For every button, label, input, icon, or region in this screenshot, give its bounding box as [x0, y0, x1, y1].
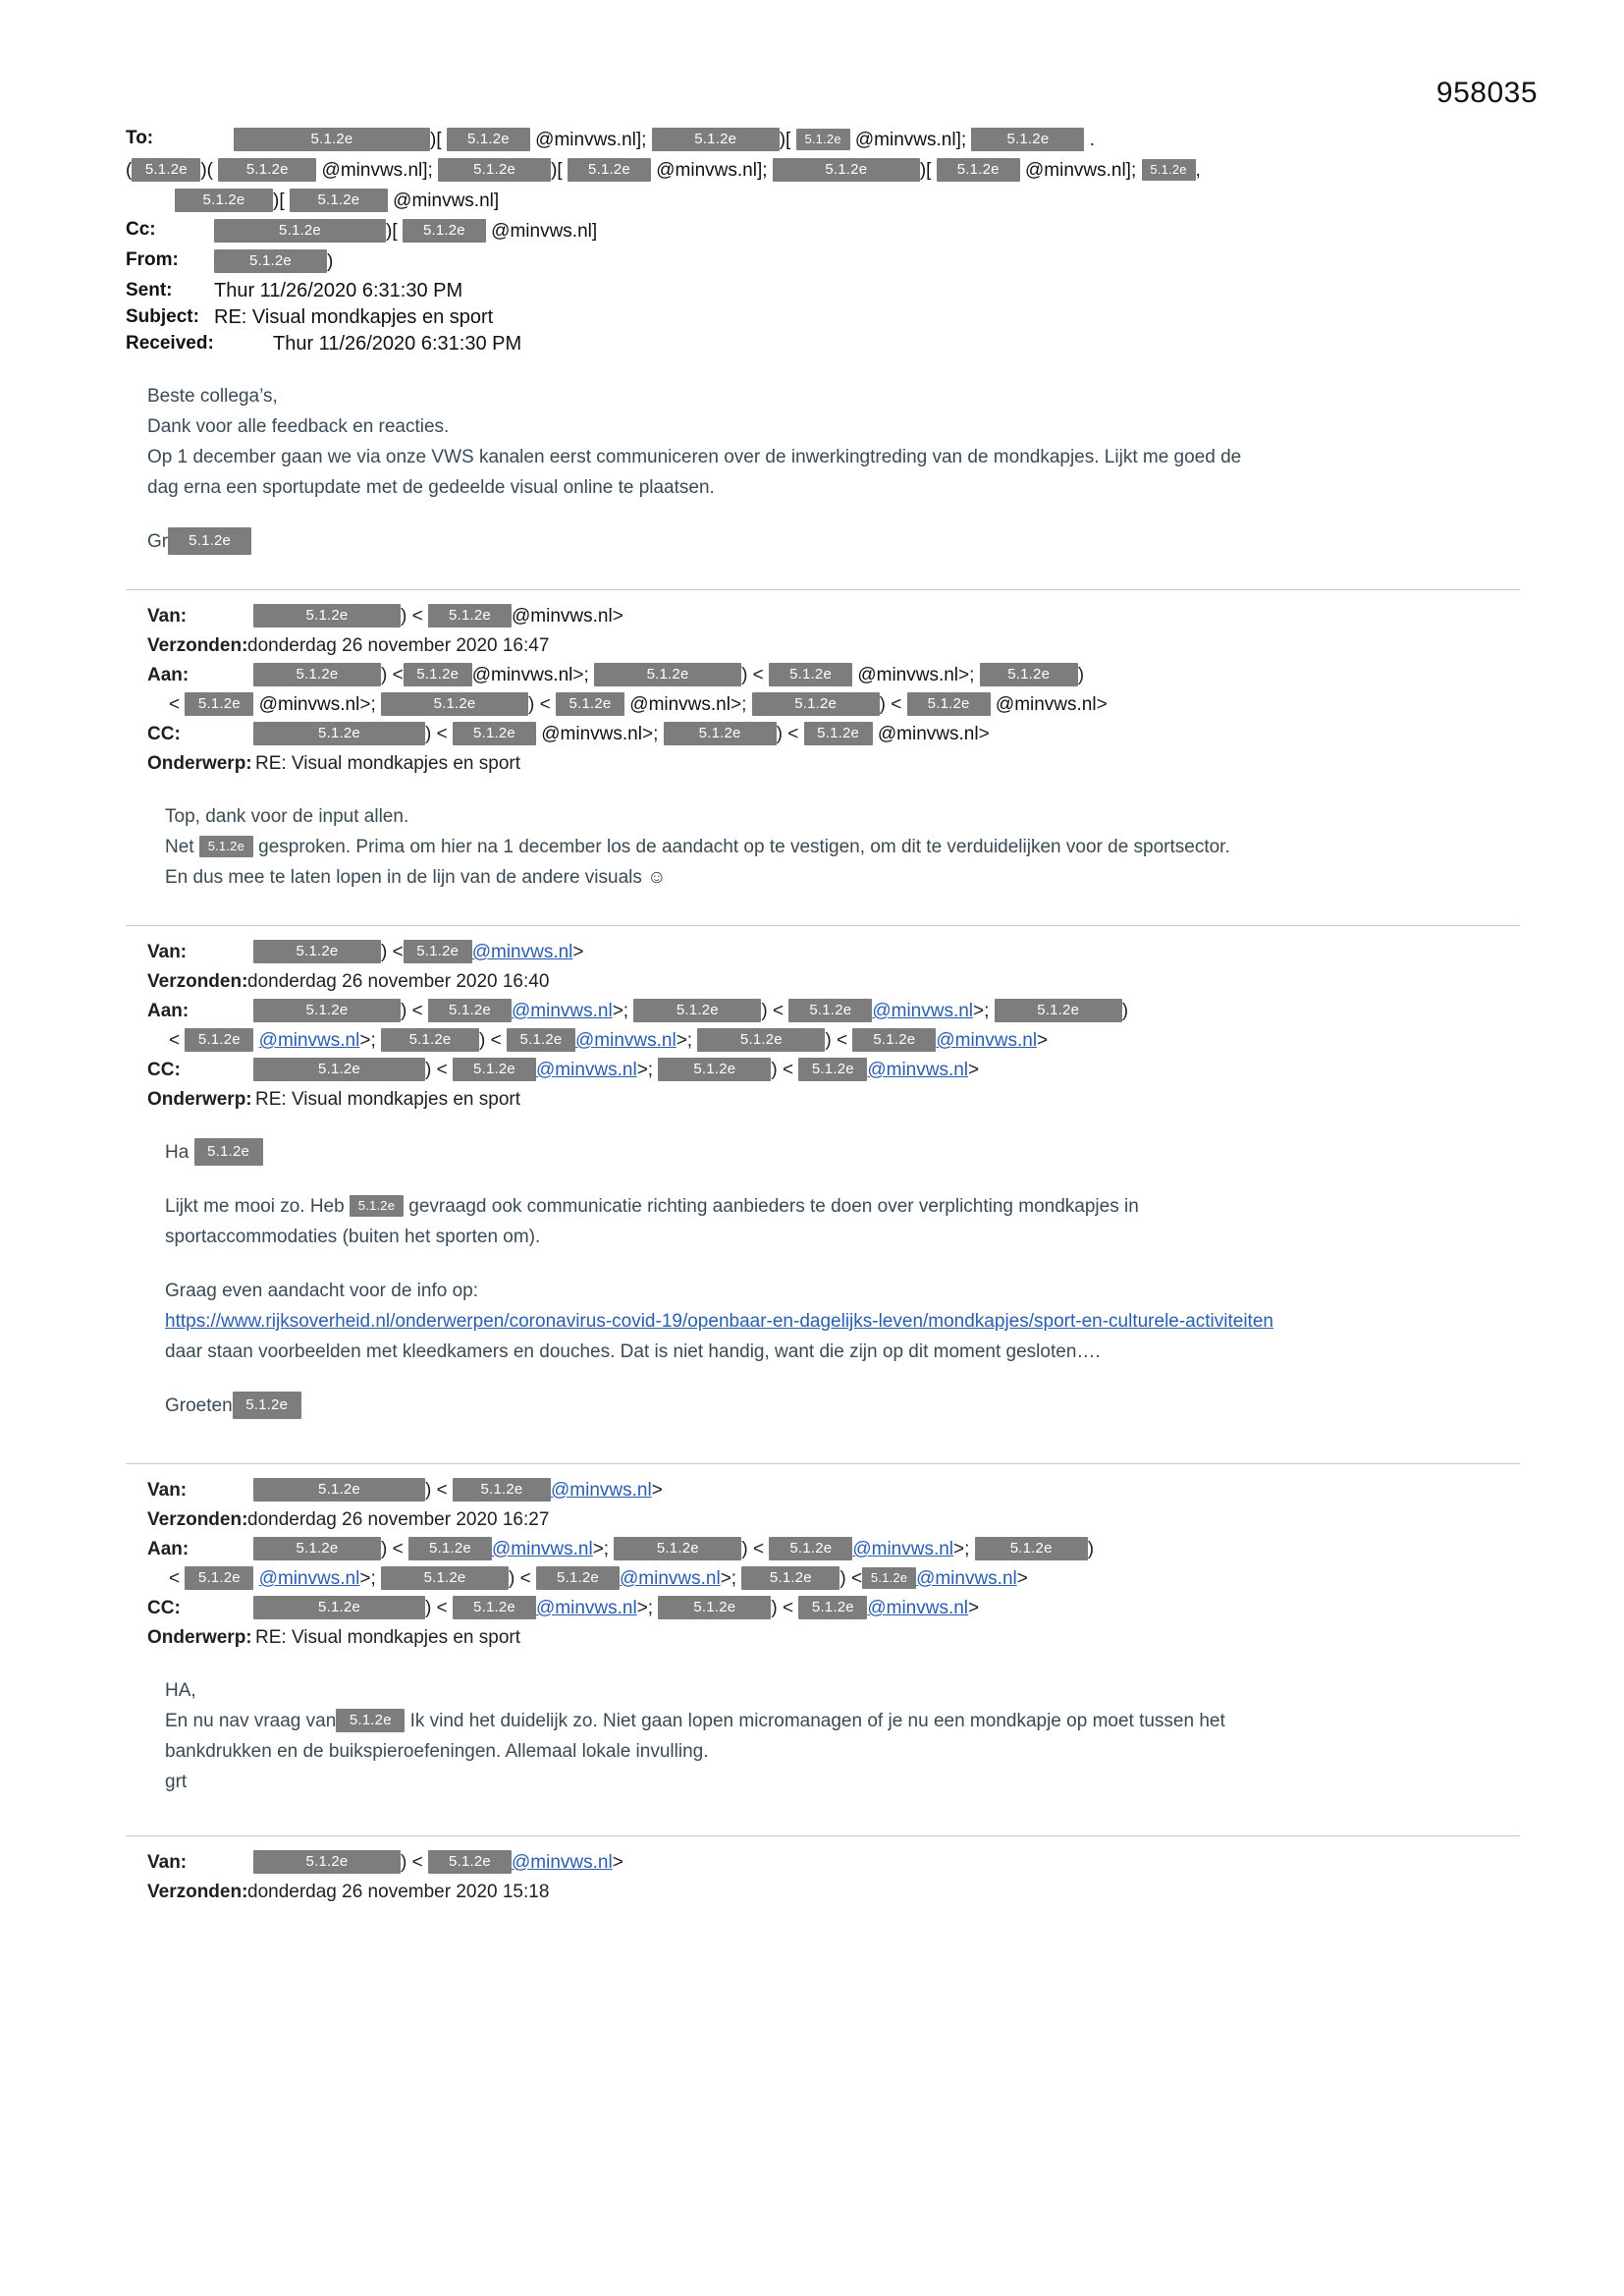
- body-signoff: [147, 527, 1520, 556]
- header-value-to-cont2: 5.1.2e )[ 5.1.2e @minvws.nl]: [175, 187, 1520, 216]
- redaction: 5.1.2e: [773, 158, 920, 182]
- header-row-to: [126, 126, 1520, 155]
- header-row-sent: [126, 278, 1520, 303]
- redaction: 5.1.2e: [769, 663, 852, 686]
- redaction: 5.1.2e: [214, 249, 327, 273]
- email-link[interactable]: @minvws.nl: [852, 1539, 954, 1559]
- redaction: 5.1.2e: [253, 722, 425, 745]
- header-label-from: From:: [126, 249, 179, 270]
- email-link[interactable]: @minvws.nl: [916, 1568, 1017, 1589]
- redaction: 5.1.2e: [658, 1596, 771, 1619]
- quote1-domain: @minvws.nl: [511, 606, 613, 627]
- header-domain: @minvws.nl]: [656, 160, 763, 181]
- email-header: [126, 126, 1520, 356]
- header-domain: @minvws.nl]: [535, 130, 642, 150]
- redaction: 5.1.2e: [633, 999, 761, 1022]
- quote2-value-onderwerp: RE: Visual mondkapjes en sport: [255, 1089, 521, 1110]
- redaction: 5.1.2e: [132, 158, 200, 182]
- quote3-row-van: [147, 1476, 1520, 1505]
- quote3-body-line-4: grt: [165, 1772, 188, 1792]
- email-content: [126, 126, 1520, 1907]
- header-label-to: To:: [126, 128, 154, 148]
- redaction: 5.1.2e: [614, 1537, 741, 1560]
- redaction: 5.1.2e: [253, 999, 401, 1022]
- quote2-paragraph-2: Graag even aandacht voor de info op:: [165, 1281, 479, 1301]
- quoted-header-3: [147, 1476, 1520, 1653]
- redaction: 5.1.2e: [185, 1566, 253, 1590]
- redaction: 5.1.2e: [769, 1537, 852, 1560]
- quote3-body: [165, 1676, 1520, 1796]
- redaction: 5.1.2e: [234, 128, 430, 151]
- redaction: 5.1.2e: [381, 1028, 479, 1052]
- redaction: 5.1.2e: [980, 663, 1078, 686]
- quote1-domain: @minvws.nl: [877, 724, 979, 744]
- redaction: 5.1.2e: [556, 692, 624, 716]
- header-label-subject: Subject:: [126, 306, 199, 327]
- header-row-cc: [126, 217, 1520, 246]
- header-value-from: 5.1.2e ): [214, 247, 1520, 277]
- redaction: 5.1.2e: [658, 1058, 771, 1081]
- quote2-greeting: [165, 1138, 1520, 1167]
- redaction: 5.1.2e: [971, 128, 1084, 151]
- quote1-domain: @minvws.nl: [471, 665, 573, 685]
- quote3-value-aan: 5.1.2e ) < 5.1.2e @minvws.nl>; 5.1.2e ) < 5.1.2e @minvws.nl>; 5.1.2e ): [253, 1535, 1520, 1564]
- header-value-sent: Thur 11/26/2020 6:31:30 PM: [214, 280, 463, 301]
- redaction: 5.1.2e: [253, 1537, 381, 1560]
- redaction: 5.1.2e: [453, 722, 536, 745]
- quote3-label-van: Van:: [147, 1480, 188, 1501]
- quote4-label-verzonden: Verzonden:: [147, 1882, 248, 1902]
- quote1-value-onderwerp: RE: Visual mondkapjes en sport: [255, 753, 521, 774]
- redaction: 5.1.2e: [907, 692, 991, 716]
- quote3-value-verzonden: donderdag 26 november 2020 16:27: [247, 1509, 550, 1530]
- quoted-message-1: [126, 589, 1520, 892]
- redaction: 5.1.2e: [453, 1478, 551, 1502]
- email-link[interactable]: @minvws.nl: [575, 1030, 677, 1051]
- quote1-row-van: [147, 602, 1520, 631]
- quote2-paragraph-1: Lijkt me mooi zo. Heb 5.1.2e gevraagd ook communicatie richting aanbieders te doen over verplichting mondkapjes in: [165, 1196, 1139, 1217]
- quote3-body-line-2: En nu nav vraag van 5.1.2e Ik vind het duidelijk zo. Niet gaan lopen micromanagen of je nu een mondkapje op moet tussen het: [165, 1707, 1520, 1735]
- quote3-row-verzonden: [147, 1505, 1520, 1535]
- quote1-label-van: Van:: [147, 606, 188, 627]
- quote3-value-van: 5.1.2e ) < 5.1.2e @minvws.nl>: [253, 1476, 1520, 1505]
- quote1-body-line-3: En dus mee te laten lopen in de lijn van de andere visuals ☺: [165, 867, 667, 888]
- redaction: 5.1.2e: [741, 1566, 839, 1590]
- email-link[interactable]: @minvws.nl: [535, 1060, 637, 1080]
- quote3-label-onderwerp: Onderwerp:: [147, 1627, 252, 1648]
- quote1-domain: @minvws.nl: [857, 665, 959, 685]
- redaction: 5.1.2e: [804, 722, 873, 745]
- quote2-row-van: [147, 938, 1520, 967]
- email-link[interactable]: @minvws.nl: [511, 1852, 613, 1873]
- redaction: 5.1.2e: [233, 1392, 301, 1419]
- email-link[interactable]: @minvws.nl: [936, 1030, 1038, 1051]
- email-link[interactable]: @minvws.nl: [872, 1001, 974, 1021]
- quote1-value-aan: 5.1.2e ) < 5.1.2e @minvws.nl>; 5.1.2e ) < 5.1.2e @minvws.nl>; 5.1.2e ): [253, 661, 1520, 690]
- quote2-value-aan-cont: < 5.1.2e @minvws.nl>; 5.1.2e ) < 5.1.2e @minvws.nl>; 5.1.2e ) < 5.1.2e @minvws.nl>: [169, 1026, 1520, 1056]
- quote2-label-aan: Aan:: [147, 1001, 189, 1021]
- redaction: 5.1.2e: [336, 1709, 405, 1732]
- quote3-row-cc: [147, 1594, 1520, 1623]
- quote4-value-verzonden: donderdag 26 november 2020 15:18: [247, 1882, 550, 1902]
- redaction: 5.1.2e: [404, 663, 472, 686]
- redaction: 5.1.2e: [381, 692, 528, 716]
- quote4-value-van: 5.1.2e ) < 5.1.2e @minvws.nl>: [253, 1848, 1520, 1878]
- quote1-value-aan-cont: < 5.1.2e @minvws.nl>; 5.1.2e ) < 5.1.2e @minvws.nl>; 5.1.2e ) < 5.1.2e @minvws.nl>: [169, 690, 1520, 720]
- quote2-row-aan: [147, 997, 1520, 1026]
- message-body: [147, 382, 1520, 556]
- redaction: 5.1.2e: [798, 1596, 867, 1619]
- redaction: 5.1.2e: [796, 129, 850, 150]
- redaction: 5.1.2e: [507, 1028, 575, 1052]
- header-label-received: Received:: [126, 333, 214, 354]
- quote1-body-line-2: Net 5.1.2e gesproken. Prima om hier na 1 december los de aandacht op te vestigen, om dit te verduidelijken voor de sportsector.: [165, 837, 1230, 857]
- redaction: 5.1.2e: [568, 158, 651, 182]
- quoted-message-2: [126, 925, 1520, 1420]
- quote2-value-aan: 5.1.2e ) < 5.1.2e @minvws.nl>; 5.1.2e ) < 5.1.2e @minvws.nl>; 5.1.2e ): [253, 997, 1520, 1026]
- redaction: 5.1.2e: [253, 1596, 425, 1619]
- quote2-row-verzonden: [147, 967, 1520, 997]
- email-link[interactable]: @minvws.nl: [867, 1060, 969, 1080]
- quote1-label-verzonden: Verzonden:: [147, 635, 248, 656]
- header-label-cc: Cc:: [126, 219, 156, 240]
- redaction: 5.1.2e: [428, 999, 512, 1022]
- quote2-signoff-text: Groeten: [165, 1395, 233, 1416]
- email-link[interactable]: @minvws.nl: [258, 1030, 360, 1051]
- header-domain: @minvws.nl]: [321, 160, 428, 181]
- quote1-row-cc: [147, 720, 1520, 749]
- redaction: 5.1.2e: [185, 1028, 253, 1052]
- quote1-domain: @minvws.nl: [541, 724, 642, 744]
- redaction: 5.1.2e: [664, 722, 777, 745]
- quote2-row-aan-cont: [147, 1026, 1520, 1056]
- redaction: 5.1.2e: [168, 527, 251, 555]
- redaction: 5.1.2e: [185, 692, 253, 716]
- redaction: 5.1.2e: [752, 692, 880, 716]
- redaction: 5.1.2e: [438, 158, 551, 182]
- quote3-value-aan-cont: < 5.1.2e @minvws.nl>; 5.1.2e ) < 5.1.2e @minvws.nl>; 5.1.2e ) < 5.1.2e @minvws.nl>: [169, 1564, 1520, 1594]
- quote2-greeting-text: Ha: [165, 1142, 189, 1163]
- quote2-value-van: 5.1.2e ) < 5.1.2e @minvws.nl>: [253, 938, 1520, 967]
- redaction: 5.1.2e: [652, 128, 780, 151]
- email-link[interactable]: @minvws.nl: [258, 1568, 360, 1589]
- email-link[interactable]: @minvws.nl: [620, 1568, 721, 1589]
- quote3-value-cc: 5.1.2e ) < 5.1.2e @minvws.nl>; 5.1.2e ) < 5.1.2e @minvws.nl>: [253, 1594, 1520, 1623]
- quote1-label-aan: Aan:: [147, 665, 189, 685]
- redaction: 5.1.2e: [798, 1058, 867, 1081]
- quote1-label-cc: CC:: [147, 724, 181, 744]
- quote2-signoff: [165, 1392, 1520, 1420]
- quote4-row-van: [147, 1848, 1520, 1878]
- header-domain: @minvws.nl]: [1024, 160, 1131, 181]
- quoted-message-3: [126, 1463, 1520, 1796]
- redaction: 5.1.2e: [381, 1566, 509, 1590]
- quote2-label-onderwerp: Onderwerp:: [147, 1089, 252, 1110]
- quote4-label-van: Van:: [147, 1852, 188, 1873]
- quote4-row-verzonden: [147, 1878, 1520, 1907]
- redaction: 5.1.2e: [199, 836, 253, 857]
- quote1-row-onderwerp: [147, 749, 1520, 779]
- quote3-label-verzonden: Verzonden:: [147, 1509, 248, 1530]
- body-greeting: Beste collega’s,: [147, 386, 278, 407]
- header-value-received: Thur 11/26/2020 6:31:30 PM: [273, 333, 522, 355]
- body-signoff-text: Gr: [147, 531, 169, 552]
- email-link[interactable]: @minvws.nl: [471, 942, 573, 962]
- rijksoverheid-link[interactable]: https://www.rijksoverheid.nl/onderwerpen/coronavirus-covid-19/openbaar-en-dagelijks-leven/mondkapjes/sport-en-culturele-activiteiten: [165, 1311, 1273, 1332]
- quote2-label-van: Van:: [147, 942, 188, 962]
- email-link[interactable]: @minvws.nl: [491, 1539, 593, 1559]
- quote2-paragraph-1b: sportaccommodaties (buiten het sporten om).: [165, 1227, 541, 1247]
- quote1-value-van: 5.1.2e ) < 5.1.2e @minvws.nl>: [253, 602, 1520, 631]
- redaction: 5.1.2e: [218, 158, 316, 182]
- header-row-received: [126, 331, 1520, 356]
- header-row-to-cont2: [126, 187, 1520, 216]
- redaction: 5.1.2e: [253, 663, 381, 686]
- quote1-label-onderwerp: Onderwerp:: [147, 753, 252, 774]
- redaction: 5.1.2e: [214, 219, 386, 243]
- redaction: 5.1.2e: [697, 1028, 825, 1052]
- quote1-domain: @minvws.nl: [629, 694, 731, 715]
- redaction: 5.1.2e: [428, 604, 512, 628]
- email-link[interactable]: @minvws.nl: [867, 1598, 969, 1618]
- header-value-cc: 5.1.2e )[ 5.1.2e @minvws.nl]: [214, 217, 1520, 246]
- quoted-message-4: [126, 1835, 1520, 1907]
- header-domain: @minvws.nl]: [491, 221, 598, 242]
- quote2-value-cc: 5.1.2e ) < 5.1.2e @minvws.nl>; 5.1.2e ) < 5.1.2e @minvws.nl>: [253, 1056, 1520, 1085]
- redaction: 5.1.2e: [862, 1567, 916, 1589]
- redaction: 5.1.2e: [428, 1850, 512, 1874]
- header-label-sent: Sent:: [126, 280, 173, 301]
- quote2-body: [165, 1138, 1520, 1420]
- quote2-paragraph-3: daar staan voorbeelden met kleedkamers en douches. Dat is niet handig, want die zijn op dit moment gesloten….: [165, 1341, 1101, 1362]
- document-number: 958035: [1435, 77, 1538, 109]
- redaction: 5.1.2e: [404, 940, 472, 963]
- quote1-row-aan-cont: [147, 690, 1520, 720]
- quote1-body-line-1: Top, dank voor de input allen.: [165, 806, 409, 827]
- redaction: 5.1.2e: [403, 219, 486, 243]
- header-row-subject: [126, 304, 1520, 330]
- email-link[interactable]: @minvws.nl: [550, 1480, 652, 1501]
- header-domain: @minvws.nl]: [854, 130, 961, 150]
- quote1-body: [165, 802, 1520, 892]
- quote3-body-line-3: bankdrukken en de buikspieroefeningen. Allemaal lokale invulling.: [165, 1741, 709, 1762]
- redaction: 5.1.2e: [253, 1850, 401, 1874]
- quote2-link-wrap: [165, 1307, 1520, 1336]
- header-row-from: [126, 247, 1520, 277]
- quoted-header-2: [147, 938, 1520, 1115]
- quote1-row-aan: [147, 661, 1520, 690]
- quote2-row-cc: [147, 1056, 1520, 1085]
- redaction: 5.1.2e: [253, 604, 401, 628]
- quoted-header-1: [147, 602, 1520, 779]
- quote1-value-cc: 5.1.2e ) < 5.1.2e @minvws.nl>; 5.1.2e ) < 5.1.2e @minvws.nl>: [253, 720, 1520, 749]
- body-line-1: Dank voor alle feedback en reacties.: [147, 416, 450, 437]
- header-value-to: 5.1.2e )[ 5.1.2e @minvws.nl]; 5.1.2e )[ 5.1.2e @minvws.nl]; 5.1.2e .: [234, 126, 1520, 155]
- quote1-domain: @minvws.nl: [258, 694, 360, 715]
- redaction: 5.1.2e: [788, 999, 872, 1022]
- redaction: 5.1.2e: [1142, 159, 1196, 181]
- quote3-value-onderwerp: RE: Visual mondkapjes en sport: [255, 1627, 521, 1648]
- quote2-label-verzonden: Verzonden:: [147, 971, 248, 992]
- quote1-row-verzonden: [147, 631, 1520, 661]
- redaction: 5.1.2e: [408, 1537, 492, 1560]
- redaction: 5.1.2e: [253, 1058, 425, 1081]
- quote3-row-aan-cont: [147, 1564, 1520, 1594]
- quote3-body-line-1: HA,: [165, 1680, 196, 1701]
- redaction: 5.1.2e: [453, 1596, 536, 1619]
- redaction: 5.1.2e: [253, 940, 381, 963]
- redaction: 5.1.2e: [536, 1566, 620, 1590]
- redaction: 5.1.2e: [852, 1028, 936, 1052]
- redaction: 5.1.2e: [194, 1138, 263, 1166]
- quote3-row-aan: [147, 1535, 1520, 1564]
- redaction: 5.1.2e: [290, 189, 388, 212]
- email-link[interactable]: @minvws.nl: [535, 1598, 637, 1618]
- body-line-2: Op 1 december gaan we via onze VWS kanalen eerst communiceren over de inwerkingtreding van de mondkapjes. Lijkt me goed de: [147, 447, 1242, 467]
- quote3-row-onderwerp: [147, 1623, 1520, 1653]
- redaction: 5.1.2e: [447, 128, 530, 151]
- header-row-to-cont1: [126, 156, 1520, 186]
- body-line-3: dag erna een sportupdate met de gedeelde visual online te plaatsen.: [147, 477, 715, 498]
- quote1-value-verzonden: donderdag 26 november 2020 16:47: [247, 635, 550, 656]
- quote3-label-aan: Aan:: [147, 1539, 189, 1559]
- quote2-label-cc: CC:: [147, 1060, 181, 1080]
- redaction: 5.1.2e: [253, 1478, 425, 1502]
- quote2-row-onderwerp: [147, 1085, 1520, 1115]
- redaction: 5.1.2e: [453, 1058, 536, 1081]
- header-value-subject: RE: Visual mondkapjes en sport: [214, 306, 494, 328]
- header-value-to-cont1: ( 5.1.2e )( 5.1.2e @minvws.nl]; 5.1.2e )[ 5.1.2e @minvws.nl]; 5.1.2e )[ 5.1.2e @minvws.nl]; 5.1.2e ,: [126, 156, 1520, 186]
- redaction: 5.1.2e: [995, 999, 1122, 1022]
- redaction: 5.1.2e: [975, 1537, 1088, 1560]
- redaction: 5.1.2e: [350, 1195, 404, 1217]
- quote3-label-cc: CC:: [147, 1598, 181, 1618]
- email-link[interactable]: @minvws.nl: [511, 1001, 613, 1021]
- redaction: 5.1.2e: [175, 189, 273, 212]
- quoted-header-4: [147, 1848, 1520, 1907]
- redaction: 5.1.2e: [594, 663, 741, 686]
- redaction: 5.1.2e: [937, 158, 1020, 182]
- header-domain: @minvws.nl]: [393, 191, 500, 211]
- quote2-value-verzonden: donderdag 26 november 2020 16:40: [247, 971, 550, 992]
- quote1-domain: @minvws.nl: [995, 694, 1097, 715]
